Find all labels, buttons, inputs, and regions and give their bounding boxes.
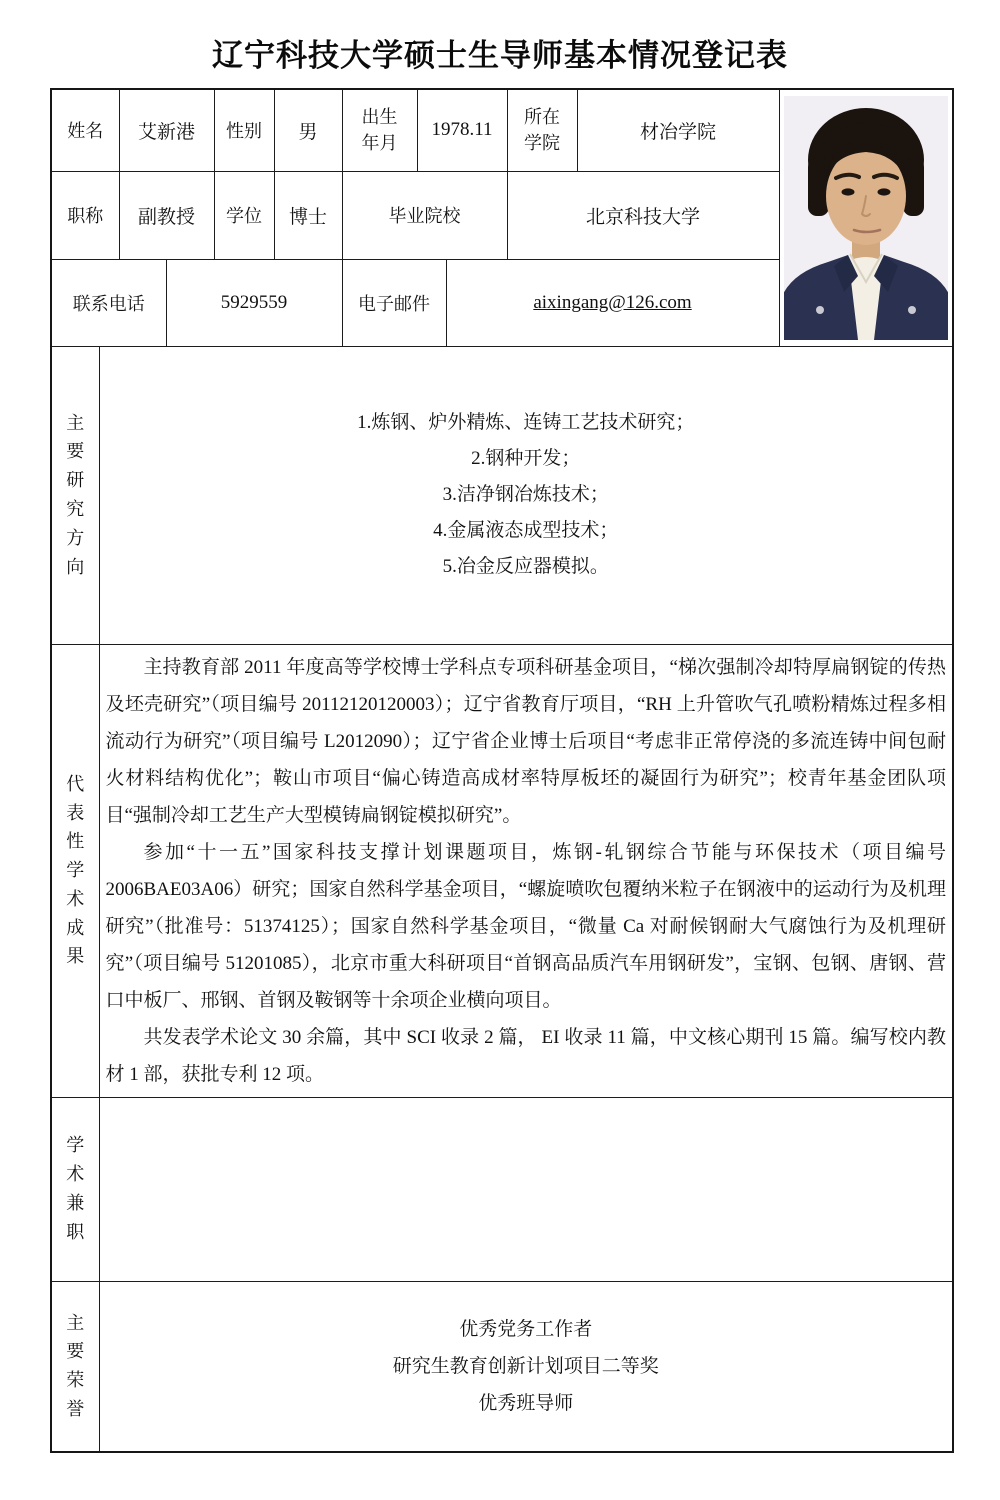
positions-label-cell xyxy=(51,1097,99,1281)
honors-list xyxy=(102,1311,951,1422)
table-row xyxy=(51,1281,953,1452)
birth-value-cell xyxy=(417,89,507,171)
table-row xyxy=(51,89,953,171)
college-value: 材冶学院 xyxy=(640,121,717,143)
school-value: 北京科技大学 xyxy=(586,206,701,228)
name-label-cell xyxy=(51,89,119,171)
honors-label: 主要荣誉 xyxy=(66,1312,85,1420)
gender-value: 男 xyxy=(298,121,318,143)
research-item: 3.洁净钢冶炼技术； xyxy=(442,484,609,505)
research-label: 主要研究方向 xyxy=(66,412,85,577)
research-item: 5.冶金反应器模拟。 xyxy=(442,556,609,577)
college-label-cell xyxy=(507,89,577,171)
job-title-value: 副教授 xyxy=(138,206,196,228)
job-title-label: 职称 xyxy=(67,206,104,226)
honor-item: 优秀班导师 xyxy=(478,1392,574,1414)
degree-value-cell xyxy=(274,171,342,259)
research-list xyxy=(102,405,951,585)
birth-label-cell xyxy=(342,89,417,171)
name-value-cell xyxy=(119,89,214,171)
gender-label-cell xyxy=(214,89,274,171)
gender-value-cell xyxy=(274,89,342,171)
honors-label-cell xyxy=(51,1281,99,1452)
table-row xyxy=(51,1097,953,1281)
degree-value: 博士 xyxy=(289,206,328,228)
phone-label-cell xyxy=(51,259,166,346)
degree-label-cell xyxy=(214,171,274,259)
email-value-cell xyxy=(446,259,779,346)
table-row xyxy=(51,346,953,644)
portrait-photo xyxy=(784,96,948,340)
achievements-paragraphs xyxy=(102,647,951,1095)
name-label: 姓名 xyxy=(67,121,104,142)
honor-item: 研究生教育创新计划项目二等奖 xyxy=(392,1355,659,1377)
research-item: 2.钢种开发； xyxy=(471,448,581,469)
research-label-cell xyxy=(51,346,99,644)
research-content-cell xyxy=(99,346,953,644)
achievements-paragraph: 共发表学术论文 30 余篇，其中 SCI 收录 2 篇， EI 收录 11 篇，中文核心期刊 15 篇。编写校内教材 1 部，获批专利 12 项。 xyxy=(105,1026,947,1085)
phone-value: 5929559 xyxy=(220,291,288,313)
school-label: 毕业院校 xyxy=(388,206,461,226)
positions-label: 学术兼职 xyxy=(66,1135,85,1242)
achievements-paragraph: 参加“十一五”国家科技支撑计划课题项目，炼钢-轧钢综合节能与环保技术（项目编号 2006BAE03A06）研究；国家自然科学基金项目，“螺旋喷吹包覆纳米粒子在钢液中的运动行为及机理研究”（批准号：51374125）；国家自然科学基金项目，“微量 Ca 对耐候钢耐大气腐蚀行为及机理研究”（项目编号 51201085），北京市重大科研项目“首钢高品质汽车用钢研发”，宝钢、包钢、唐钢、营口中板厂、邢钢、首钢及鞍钢等十余项企业横向项目。 xyxy=(105,841,947,1011)
achievements-label-cell xyxy=(51,644,99,1097)
email-label-cell xyxy=(342,259,446,346)
achievements-content-cell xyxy=(99,644,953,1097)
page-title: 辽宁科技大学硕士生导师基本情况登记表 xyxy=(212,38,788,73)
birth-label: 出生年月 xyxy=(361,107,398,154)
job-title-value-cell xyxy=(119,171,214,259)
photo-cell xyxy=(779,89,953,346)
phone-label: 联系电话 xyxy=(72,293,145,314)
supervisor-info-table xyxy=(50,88,954,1453)
achievements-label: 代表性学术成果 xyxy=(66,773,85,967)
research-item: 4.金属液态成型技术； xyxy=(433,520,619,541)
job-title-label-cell xyxy=(51,171,119,259)
honors-content-cell xyxy=(99,1281,953,1452)
table-row xyxy=(51,644,953,1097)
degree-label: 学位 xyxy=(226,206,263,226)
birth-value: 1978.11 xyxy=(431,119,493,141)
email-label: 电子邮件 xyxy=(358,293,431,314)
positions-content-cell xyxy=(99,1097,953,1281)
college-value-cell xyxy=(577,89,779,171)
college-label: 所在学院 xyxy=(524,107,561,154)
gender-label: 性别 xyxy=(226,121,263,142)
name-value: 艾新港 xyxy=(138,121,196,143)
email-link[interactable]: aixingang@126.com xyxy=(533,291,692,313)
phone-value-cell xyxy=(166,259,342,346)
achievements-paragraph: 主持教育部 2011 年度高等学校博士学科点专项科研基金项目，“梯次强制冷却特厚扁钢锭的传热及坯壳研究”（项目编号 20112120120003）；辽宁省教育厅项目，“RH 上升管吹气孔喷粉精炼过程多相流动行为研究”（项目编号 L2012090）；辽宁省企业博士后项目“考虑非正常停浇的多流连铸中间包耐火材料结构优化”；鞍山市项目“偏心铸造高成材率特厚板坯的凝固行为研究”；校青年基金团队项目“强制冷却工艺生产大型模铸扁钢锭模拟研究”。 xyxy=(105,656,947,826)
school-value-cell xyxy=(507,171,779,259)
research-item: 1.炼钢、炉外精炼、连铸工艺技术研究； xyxy=(357,412,695,433)
honor-item: 优秀党务工作者 xyxy=(459,1318,593,1340)
school-label-cell xyxy=(342,171,507,259)
